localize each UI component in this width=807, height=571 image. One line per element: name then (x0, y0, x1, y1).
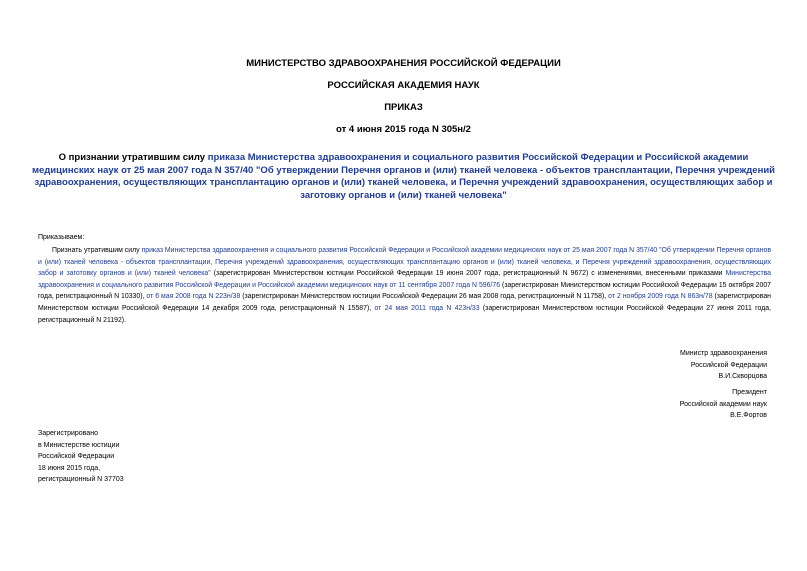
signature-president-org: Российской академии наук (679, 400, 767, 408)
registration-line-3: Российской Федерации (38, 453, 115, 461)
registration-date: 18 июня 2015 года, (38, 464, 101, 472)
order-863n-78-link[interactable]: от 2 ноября 2009 года N 863н/78 (608, 293, 713, 301)
registration-block (38, 428, 124, 486)
signature-minister (680, 348, 767, 383)
signature-president-name: В.Е.Фортов (730, 412, 767, 419)
paragraph-text-6: (зарегистрирован Министерством юстиции Российской Федерации 27 июня 2011 года, регистрационный N 21192). (38, 304, 771, 324)
registration-line-2: в Министерстве юстиции (38, 441, 120, 449)
order-357-40-link[interactable]: приказ Министерства здравоохранения и социального развития Российской Федерации и Российской академии медицинских наук от 25 мая 2007 года N 357/40 "Об утверждении Перечня органов и (или) тканей человека - объектов трансплантации, Перечня учреждений здравоохранения, осуществляющих трансплантацию органов и (или) тканей человека, и Перечня учреждений здравоохранения, осуществляющих забор и заготовку органов и (или) тканей человека" (38, 247, 771, 278)
order-223n-38-link[interactable]: от 6 мая 2008 года N 223н/38 (146, 293, 241, 301)
signature-minister-country: Российской Федерации (690, 361, 767, 369)
registration-number: регистрационный N 37703 (38, 476, 124, 484)
document-title (30, 152, 777, 202)
signature-president-title: Президент (732, 389, 767, 396)
signature-president (680, 387, 767, 422)
order-intro: Приказываем: (38, 234, 85, 241)
order-paragraph (38, 245, 771, 326)
paragraph-text-1: Признать утратившим силу (52, 247, 142, 254)
document-type-heading: ПРИКАЗ (384, 102, 423, 113)
title-order-link[interactable]: приказа Министерства здравоохранения и социального развития Российской Федерации и Российской академии медицинских наук от 25 мая 2007 года N 357/40 "Об утверждении Перечня органов и (или) тканей человека - объектов трансплантации, Перечня учреждений здравоохранения, осуществляющих трансплантацию органов и (или) тканей человека, и Перечня учреждений здравоохранения, осуществляющих забор и заготовку органов и (или) тканей человека" (31, 152, 776, 201)
paragraph-text-5: (зарегистрирован Министерством юстиции Российской Федерации 14 декабря 2009 года, регистрационный N 15587), (38, 293, 771, 312)
paragraph-text-3: (зарегистрирован Министерством юстиции Российской Федерации 15 октября 2007 года, регистрационный N 10330), (38, 281, 772, 301)
order-423n-33-link[interactable]: от 24 мая 2011 года N 423н/33 (374, 304, 480, 312)
signature-minister-name: В.И.Скворцова (718, 373, 767, 380)
title-prefix: О признании утратившим силу (58, 152, 208, 163)
academy-heading: РОССИЙСКАЯ АКАДЕМИЯ НАУК (327, 80, 480, 91)
paragraph-text-4: (зарегистрирован Министерством юстиции Российской Федерации 26 мая 2008 года, регистрационный N 11758), (240, 293, 609, 301)
order-596-76-link[interactable]: Министерства здравоохранения и социального развития Российской Федерации и Российской академии медицинских наук от 11 сентября 2007 года N 596/76 (38, 270, 772, 289)
paragraph-text-2: (зарегистрирован Министерством юстиции Российской Федерации 19 июня 2007 года, регистрационный N 9672) с изменениями, внесенными приказами (210, 270, 726, 278)
date-number-heading: от 4 июня 2015 года N 305н/2 (336, 124, 471, 135)
signature-minister-title: Министр здравоохранения (680, 350, 767, 357)
ministry-heading: МИНИСТЕРСТВО ЗДРАВООХРАНЕНИЯ РОССИЙСКОЙ ФЕДЕРАЦИИ (246, 58, 561, 69)
registration-line-1: Зарегистрировано (38, 430, 98, 437)
